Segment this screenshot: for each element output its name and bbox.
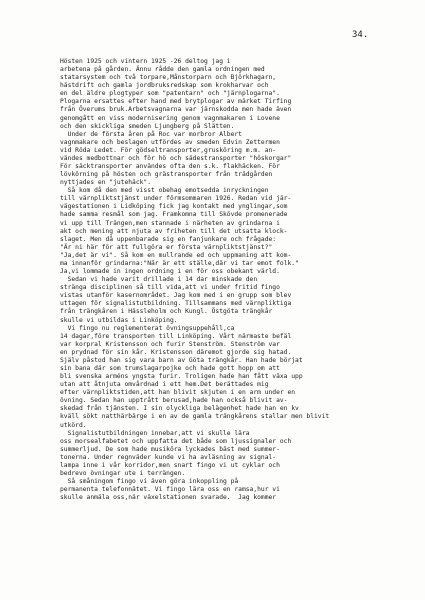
body-text: Hösten 1925 och vintern 1925 -26 deltog jag i arbetena på gården. Ännu rådde den gamla ordningen med statarsystem och två torpare,Månstorparn och Björkhagarn, hästdrift och gamla jordbruksredskap som krokharvar och en del äldre plogtyper som "patentarn" och "järnplogarna". Plogarna ersattes efter hand med brytplogar av märket Tirfing från Överums bruk.Arbetsvagnarna var järnskodda men hade även genomgått en viss modernisering genom vagnmakaren i Lovene och den skickliga smeden Ljungberg på Slätten. Under de första åren på Roc var morbror Albert vagnmakare och beslagen utfördes av smeden Edvin Zettermen vid Röda Ledet. För gödseltransporter,grusköring m.m. an- vändes medbottnar och för hö och sädestransporter "höskorgar" För säcktransporter användes ofta den s.k. flakhäcken. För lövkörning på hösten och grästransporter från trädgården nyttjades en "jutehäck". Så kom då den med visst obehag emotsedda inryckningen till värnpliktstjänst under förmsommaren 1926. Redan vid jär- vägestationen i Lidköping fick jag kontakt med ynglingar,som hade samma resmål som jag. Framkomna till Skövde promenerade vi upp till Trängen,men stannade i närheten av grindarna i akt och mening att njuta av friheten till det utsatta klock- slaget. Men då uppenbarade sig en fanjunkare och frågade: "Är ni här för att fullgöra er första värnpliktstjänst?" "Ja,det är vi". Så kom en mullrande ed och uppmaning att kom- ma innanför grindarna:"När är ett ställe,där vi tar emot folk." Ja,vi lommade in ingen ordning i en för oss obekant värld. Sedan vi hade varit drillade i 14 dar minskade den stränga disciplinen så till vida,att vi under fritid fingo vistas utanför kasernområdet. Jag kom med i en grupp som blev uttagen för signalistutbildning. Tillsammans med värnpliktiga från trängkåren i Hässleholm och Kungl. Östgöta trängkår skulle vi utbildas i Linköping. Vi fingo nu reglementerat övningsuppehåll,ca 14 dagar,före transporten till Linköping. Vårt närmaste befäl var korpral Kristensson och furir Stenström. Stenström var en prydnad för sin kår. Kristensson däremot gjorde sig hatad. Själv påstod han sig vara barn av Göta trängkår. Han hade börjat sin bana där som trumslagarpojke och hade gott hopp om att bli svenska arméns yngsta furir. Troligen hade han fått växa upp utan att åtnjuta omvårdnad i ett hem.Det berättades mig efter värnpliktstiden,att han blivit skjuten i en arm under en övning. Sedan han upptrått berusad,hade han också blivit av- skedad från tjänsten. I sin olyckliga belägenhet hade han en kv kväll sökt natthärbärge i en av de gamla trängkårens stallar men blivit utkörd. Signalistutbildningen innebar,att vi skulle lära oss morsealfabetet och uppfatta det både som ljussignaler och summerljud. De som hade musiköra lyckades bäst med summer- tonerna. Under regnväder kunde vi ha avläsning av signal- lampa inne i vår korridor,men snart fingo vi ut cyklar och bedrevo övningar ute i terrängen. Så småningom fingo vi även göra inkoppling på permanenta telefonnätet. Vi fingo lära oss en ramsa,hur vi skulle anmäla oss,när växelstationen svarade. Jag kommer xyxy=(60,58,330,502)
page-number: 34. xyxy=(352,30,369,40)
